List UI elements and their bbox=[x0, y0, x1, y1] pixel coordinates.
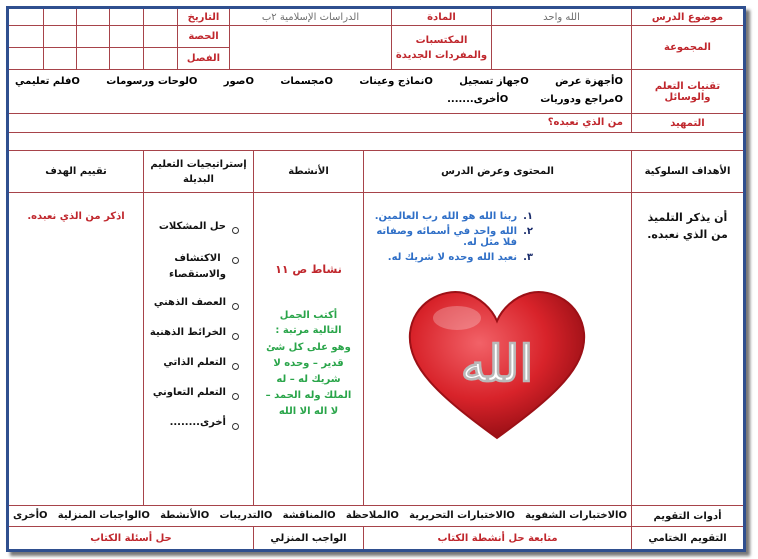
strategy-item: الاكتشاف والاستقصاء bbox=[169, 251, 239, 283]
final-eval-value: متابعة حل أنشطة الكتاب bbox=[363, 527, 631, 549]
footer-row bbox=[9, 527, 743, 549]
strategy-item: التعلم الذاتي bbox=[150, 357, 239, 370]
col-content: المحتوى وعرض الدرس bbox=[363, 151, 631, 192]
tool-option[interactable]: Oأجهزة عرض bbox=[555, 76, 623, 87]
assessment-text: اذكر من الذي نعبده. bbox=[27, 211, 125, 222]
subject-label: موضوع الدرس bbox=[631, 9, 743, 25]
evaluation-option[interactable]: Oالاختبارات الشفوية bbox=[525, 510, 627, 521]
lesson-body-row bbox=[9, 193, 743, 506]
activity-sentence: وهو على كل شئ قدير – وحده لا شريك له – له الملك وله الحمد – لا اله الا الله bbox=[265, 342, 352, 417]
date-cell-1 bbox=[143, 9, 177, 25]
heart-image bbox=[402, 283, 592, 443]
content-item-1: ١. ربنا الله هو الله رب العالمين. bbox=[374, 211, 533, 222]
evaluation-option[interactable]: Oالتدريبات bbox=[219, 510, 273, 521]
material-label: المادة bbox=[391, 9, 491, 25]
period-cell-2 bbox=[109, 26, 143, 69]
strategy-item: العصف الذهني bbox=[150, 297, 239, 310]
bullet-circle-icon bbox=[232, 363, 239, 370]
col-assessment: تقييم الهدف bbox=[45, 166, 107, 177]
objective-text: أن يذكر التلميذ من الذي نعبده. bbox=[647, 211, 728, 241]
columns-header-row bbox=[9, 151, 743, 193]
strategies-list bbox=[150, 221, 239, 430]
date-cell-2 bbox=[109, 9, 143, 25]
group-label: المجموعة bbox=[631, 26, 743, 69]
period-cell-5 bbox=[9, 26, 43, 69]
evaluation-option[interactable]: Oالاختبارات التحريرية bbox=[409, 510, 515, 521]
evaluation-option[interactable]: Oالواجبات المنزلية bbox=[57, 510, 150, 521]
intro-row bbox=[9, 114, 743, 133]
period-cell-3 bbox=[76, 26, 109, 69]
strategy-item: الخرائط الذهنية bbox=[150, 327, 239, 340]
allah-calligraphy: الله bbox=[460, 334, 534, 393]
activity-title: نشاط ص ١١ bbox=[275, 263, 342, 276]
activity-cell bbox=[253, 193, 363, 505]
bullet-circle-icon bbox=[232, 333, 239, 340]
vocab-label: المكتسبات والمفردات الجديدة bbox=[391, 26, 491, 69]
col-objectives: الأهداف السلوكية bbox=[631, 151, 743, 192]
date-label: التاريخ bbox=[177, 9, 229, 25]
date-cell-5 bbox=[9, 9, 43, 25]
tools-row-2 bbox=[447, 94, 623, 105]
header-row-1 bbox=[9, 9, 743, 26]
period-cell-1 bbox=[143, 26, 177, 69]
tools-row-1 bbox=[15, 76, 623, 87]
tool-option[interactable]: Oنماذج وعينات bbox=[359, 76, 433, 87]
bullet-circle-icon bbox=[232, 303, 239, 310]
intro-text: من الذي نعبده؟ bbox=[547, 117, 623, 128]
outer-frame bbox=[6, 6, 746, 552]
tool-option[interactable]: Oصور bbox=[223, 76, 254, 87]
intro-label: التمهيد bbox=[631, 114, 743, 132]
material-value: الدراسات الإسلامية ٢ب bbox=[229, 9, 391, 25]
content-list bbox=[368, 211, 533, 263]
class-label: الفصل bbox=[186, 53, 221, 65]
vocab-value bbox=[229, 26, 391, 69]
group-value bbox=[491, 26, 631, 69]
evaluation-options bbox=[13, 510, 627, 521]
bullet-circle-icon bbox=[232, 423, 239, 430]
spacer-row bbox=[9, 133, 743, 151]
subject-value: الله واحد bbox=[491, 9, 631, 25]
col-activities: الأنشطة bbox=[253, 151, 363, 192]
date-cell-3 bbox=[76, 9, 109, 25]
evaluation-option[interactable]: Oالأنشطة bbox=[160, 510, 210, 521]
bullet-circle-icon bbox=[232, 257, 239, 264]
heart-highlight bbox=[433, 306, 481, 330]
evaluation-row bbox=[9, 506, 743, 527]
period-label: الحصة bbox=[178, 26, 229, 48]
content-item-3: ٣. نعبد الله وحده لا شريك له. bbox=[387, 252, 533, 263]
bullet-circle-icon bbox=[232, 227, 239, 234]
strategies-cell bbox=[143, 193, 253, 505]
strategy-item: التعلم التعاوني bbox=[150, 387, 239, 400]
content-cell bbox=[363, 193, 631, 505]
lesson-plan-sheet bbox=[9, 9, 743, 549]
strategy-item: حل المشكلات bbox=[150, 221, 239, 234]
tool-option[interactable]: Oفلم تعليمي bbox=[15, 76, 80, 87]
period-cell-4 bbox=[43, 26, 76, 69]
date-cell-4 bbox=[43, 9, 76, 25]
evaluation-option[interactable]: Oالمناقشة bbox=[282, 510, 336, 521]
final-eval-label: التقويم الختامي bbox=[631, 527, 743, 549]
period-class-labels bbox=[177, 26, 229, 69]
header-row-2 bbox=[9, 26, 743, 70]
tools-label: تقنيات التعلم والوسائل bbox=[631, 70, 743, 113]
tools-options bbox=[9, 70, 631, 113]
objective-cell bbox=[631, 193, 743, 505]
assessment-cell bbox=[9, 193, 143, 505]
activity-instruction: أكتب الجمل التالية مرتبة : bbox=[275, 310, 342, 336]
tool-option[interactable]: Oأخرى....... bbox=[447, 94, 509, 105]
tool-option[interactable]: Oلوحات ورسومات bbox=[106, 76, 198, 87]
col-strategies: إستراتيجيات التعليم البديلة bbox=[143, 151, 253, 192]
content-item-2: ٢. الله واحد في أسمائه وصفاته فلا مثل له. bbox=[376, 226, 533, 248]
evaluation-option[interactable]: Oأخرى bbox=[13, 510, 48, 521]
strategy-item: أخرى........ bbox=[150, 417, 239, 430]
homework-value: حل أسئلة الكتاب bbox=[90, 532, 172, 544]
evaluation-label: أدوات التقويم bbox=[631, 506, 743, 526]
tool-option[interactable]: Oجهاز تسجيل bbox=[459, 76, 529, 87]
evaluation-option[interactable]: Oالملاحظة bbox=[345, 510, 399, 521]
tool-option[interactable]: Oمراجع ودوريات bbox=[540, 94, 623, 105]
tools-row bbox=[9, 70, 743, 114]
tool-option[interactable]: Oمجسمات bbox=[280, 76, 333, 87]
homework-label: الواجب المنزلي bbox=[253, 527, 363, 549]
bullet-circle-icon bbox=[232, 393, 239, 400]
